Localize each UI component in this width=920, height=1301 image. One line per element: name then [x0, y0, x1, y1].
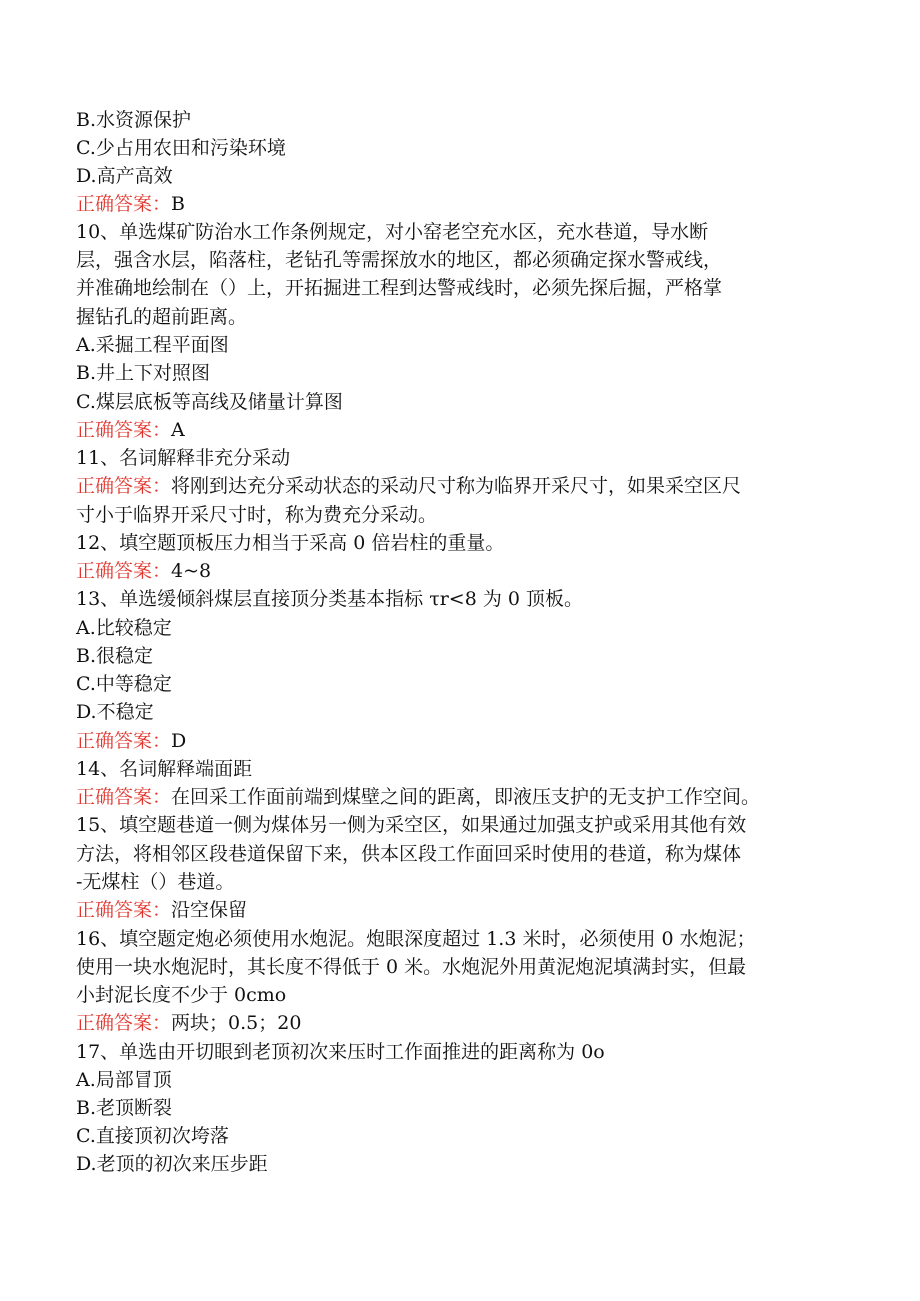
text-line: A.局部冒顶 — [76, 1069, 172, 1091]
text-line: 小封泥长度不少于 0cmo — [76, 984, 287, 1006]
text-line: C.直接顶初次垮落 — [76, 1125, 229, 1147]
answer-label: 正确答案： — [76, 730, 172, 752]
text-line: D.老顶的初次来压步距 — [76, 1153, 268, 1175]
text-line: B.很稳定 — [76, 645, 154, 667]
text-line: C.少占用农田和污染环境 — [76, 137, 286, 159]
text-line: 12、填空题顶板压力相当于采高 0 倍岩柱的重量。 — [76, 532, 505, 554]
text-line: -无煤柱（）巷道。 — [76, 871, 235, 893]
text-line: 方法，将相邻区段巷道保留下来，供本区段工作面回采时使用的巷道，称为煤体 — [76, 843, 742, 865]
answer-label: 正确答案： — [76, 475, 172, 497]
answer-value: D — [171, 730, 187, 752]
text-line: C.中等稳定 — [76, 673, 172, 695]
text-line: 使用一块水炮泥时，其长度不得低于 0 米。水炮泥外用黄泥炮泥填满封实，但最 — [76, 956, 747, 978]
text-line: 并准确地绘制在（）上，开拓掘进工程到达警戒线时，必须先探后掘，严格掌 — [76, 277, 723, 299]
text-line: C.煤层底板等高线及储量计算图 — [76, 391, 343, 413]
text-line: A.采掘工程平面图 — [76, 334, 229, 356]
text-line: B.水资源保护 — [76, 109, 192, 131]
text-line: 层，强含水层，陷落柱，老钻孔等需探放水的地区，都必须确定探水警戒线， — [76, 249, 723, 271]
text-line: 15、填空题巷道一侧为煤体另一侧为采空区，如果通过加强支护或采用其他有效 — [76, 814, 747, 836]
answer-value: 在回采工作面前端到煤壁之间的距离，即液压支护的无支护工作空间。 — [171, 786, 761, 808]
text-line: 14、名词解释端面距 — [76, 758, 253, 780]
text-line: 17、单选由开切眼到老顶初次来压时工作面推进的距离称为 0o — [76, 1041, 605, 1063]
answer-value: B — [171, 193, 185, 215]
answer-label: 正确答案： — [76, 1012, 172, 1034]
text-line: B.井上下对照图 — [76, 362, 211, 384]
text-line: D.不稳定 — [76, 701, 154, 723]
text-line: 寸小于临界开采尺寸时，称为费充分采动。 — [76, 504, 438, 526]
text-line: 握钻孔的超前距离。 — [76, 306, 248, 328]
answer-value: 4~8 — [171, 560, 212, 582]
answer-value: 两块；0.5；20 — [171, 1012, 302, 1034]
answer-label: 正确答案： — [76, 419, 172, 441]
answer-line — [76, 1011, 856, 1035]
answer-value: 将刚到达充分采动状态的采动尺寸称为临界开采尺寸，如果采空区尺 — [171, 475, 742, 497]
text-line: A.比较稳定 — [76, 617, 172, 639]
answer-line — [76, 418, 856, 442]
answer-value: 沿空保留 — [171, 899, 248, 921]
text-line: D.高产高效 — [76, 165, 173, 187]
answer-label: 正确答案： — [76, 899, 172, 921]
answer-value: A — [171, 419, 185, 441]
answer-line — [76, 729, 856, 753]
text-line: B.老顶断裂 — [76, 1097, 173, 1119]
answer-label: 正确答案： — [76, 560, 172, 582]
answer-line — [76, 559, 856, 583]
text-line: 16、填空题定炮必须使用水炮泥。炮眼深度超过 1.3 米时，必须使用 0 水炮泥； — [76, 928, 756, 950]
answer-line — [76, 898, 856, 922]
answer-line — [76, 785, 856, 809]
answer-line — [76, 474, 856, 498]
answer-label: 正确答案： — [76, 786, 172, 808]
answer-line — [76, 192, 856, 216]
text-line: 13、单选缓倾斜煤层直接顶分类基本指标 τr<8 为 0 顶板。 — [76, 588, 584, 610]
text-line: 11、名词解释非充分采动 — [76, 447, 291, 469]
answer-label: 正确答案： — [76, 193, 172, 215]
text-line: 10、单选煤矿防治水工作条例规定，对小窑老空充水区，充水巷道，导水断 — [76, 221, 709, 243]
